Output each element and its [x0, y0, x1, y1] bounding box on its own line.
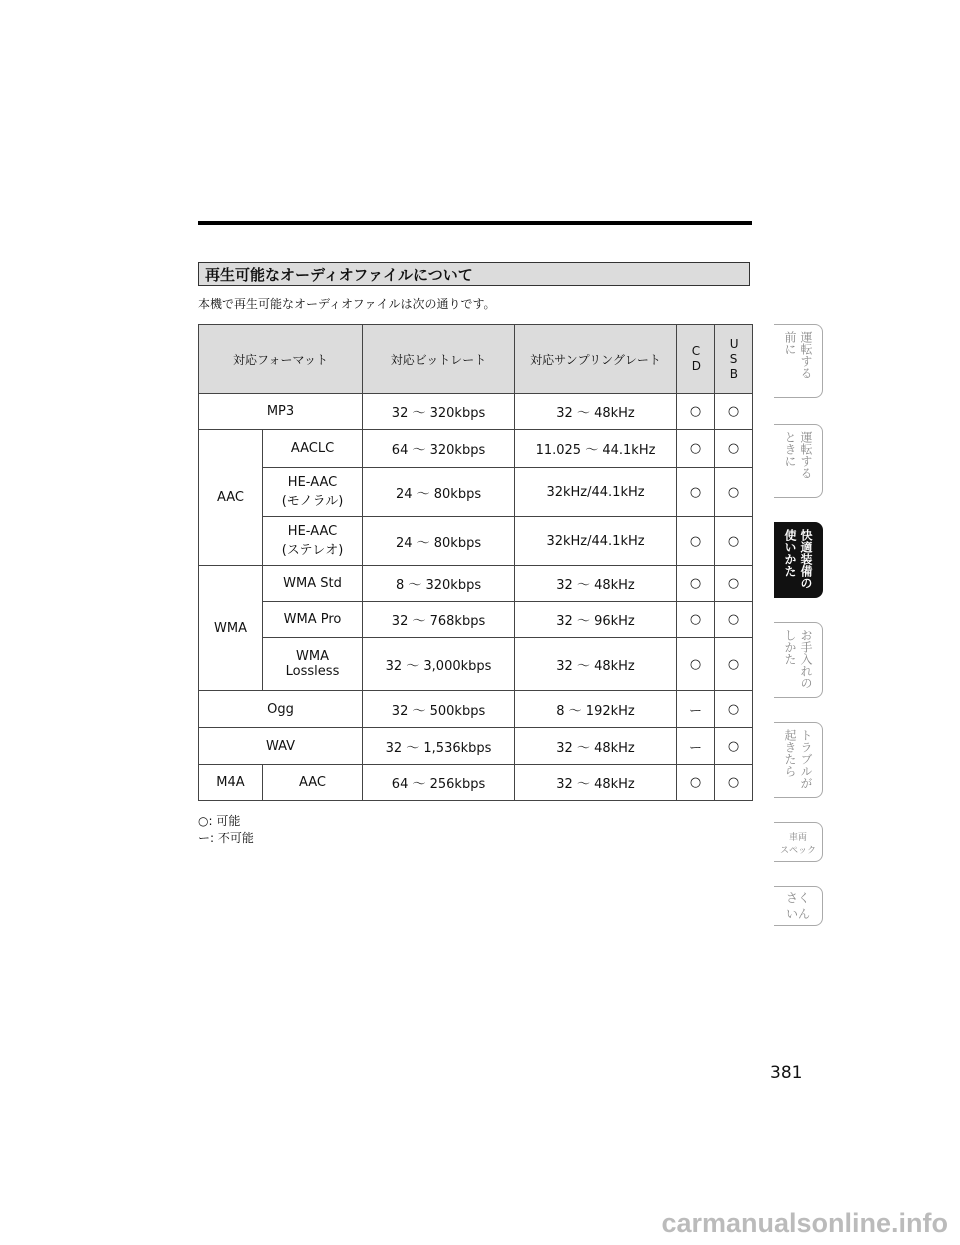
cell-format: Ogg	[199, 691, 363, 728]
header-usb-label: USB	[729, 336, 739, 381]
cell-bitrate: 8 ～ 320kbps	[363, 566, 515, 602]
side-tab-label: スペック	[779, 846, 816, 856]
section-title: 再生可能なオーディオファイルについて	[198, 262, 750, 286]
audio-format-table	[198, 324, 753, 801]
side-tab-label: お手入れの	[799, 629, 813, 689]
header-usb	[715, 325, 753, 394]
cell-subformat: WMA Lossless	[263, 638, 363, 691]
cell-bitrate: 24 ～ 80kbps	[363, 468, 515, 517]
side-tab-while-driving[interactable]	[774, 424, 823, 498]
legend-possible: ○: 可能	[198, 814, 241, 828]
table-header-row	[199, 325, 753, 394]
cell-bitrate: 32 ～ 1,536kbps	[363, 728, 515, 765]
side-tab-label: しかた	[783, 629, 797, 665]
cell-sampling: 32 ～ 48kHz	[515, 728, 677, 765]
cell-bitrate: 24 ～ 80kbps	[363, 517, 515, 566]
cell-subformat: WMA Pro	[263, 602, 363, 638]
cell-cd: ○	[677, 430, 715, 468]
cell-bitrate: 32 ～ 768kbps	[363, 602, 515, 638]
table-row	[199, 691, 753, 728]
side-tab-label: 起きたら	[783, 729, 797, 777]
table-row	[199, 602, 753, 638]
cell-cd: ー	[677, 691, 715, 728]
side-tab-label: トラブルが	[799, 729, 813, 789]
cell-sampling: 32kHz/44.1kHz	[515, 468, 677, 517]
page-number: 381	[770, 1063, 803, 1083]
table-row	[199, 765, 753, 801]
cell-group: M4A	[199, 765, 263, 801]
cell-cd: ○	[677, 468, 715, 517]
table-row	[199, 394, 753, 430]
header-cd-label: CD	[691, 344, 701, 373]
table-row	[199, 638, 753, 691]
side-tab-troubleshooting[interactable]	[774, 722, 823, 798]
side-tab-label: さく	[785, 891, 810, 905]
cell-cd: ○	[677, 638, 715, 691]
cell-subformat: HE-AAC (モノラル)	[263, 468, 363, 517]
cell-sampling: 32kHz/44.1kHz	[515, 517, 677, 566]
header-sampling: 対応サンプリングレート	[515, 325, 677, 394]
side-tab-label: 快適装備の	[799, 529, 813, 589]
cell-sampling: 32 ～ 96kHz	[515, 602, 677, 638]
cell-usb: ○	[715, 468, 753, 517]
cell-cd: ○	[677, 765, 715, 801]
cell-subformat: AAC	[263, 765, 363, 801]
side-tab-label: 運転する	[799, 431, 813, 479]
header-format: 対応フォーマット	[199, 325, 363, 394]
header-bitrate: 対応ビットレート	[363, 325, 515, 394]
header-cd	[677, 325, 715, 394]
side-tab-maintenance[interactable]	[774, 622, 823, 698]
side-tab-label: 前に	[783, 331, 797, 355]
side-tab-label: ときに	[783, 431, 797, 467]
cell-cd: ○	[677, 602, 715, 638]
cell-format: MP3	[199, 394, 363, 430]
side-tab-label: いん	[785, 907, 810, 921]
table-row	[199, 728, 753, 765]
cell-usb: ○	[715, 638, 753, 691]
cell-bitrate: 32 ～ 3,000kbps	[363, 638, 515, 691]
side-tab-vehicle-specs[interactable]	[774, 822, 823, 862]
cell-cd: ○	[677, 566, 715, 602]
table-row	[199, 468, 753, 517]
cell-sampling: 8 ～ 192kHz	[515, 691, 677, 728]
table-row	[199, 517, 753, 566]
cell-usb: ○	[715, 566, 753, 602]
cell-usb: ○	[715, 728, 753, 765]
cell-subformat: AACLC	[263, 430, 363, 468]
table-row	[199, 566, 753, 602]
side-tab-comfort-features[interactable]	[774, 522, 823, 598]
cell-bitrate: 64 ～ 256kbps	[363, 765, 515, 801]
cell-usb: ○	[715, 430, 753, 468]
top-rule	[198, 221, 752, 225]
cell-group: AAC	[199, 430, 263, 566]
cell-usb: ○	[715, 394, 753, 430]
legend-not-possible: ー: 不可能	[198, 831, 254, 845]
cell-subformat: HE-AAC (ステレオ)	[263, 517, 363, 566]
cell-sampling: 32 ～ 48kHz	[515, 765, 677, 801]
cell-cd: ー	[677, 728, 715, 765]
side-tab-label: 使いかた	[783, 529, 797, 577]
table-row	[199, 430, 753, 468]
side-tab-index[interactable]	[774, 886, 823, 926]
cell-sampling: 11.025 ～ 44.1kHz	[515, 430, 677, 468]
cell-usb: ○	[715, 765, 753, 801]
cell-bitrate: 32 ～ 500kbps	[363, 691, 515, 728]
cell-usb: ○	[715, 691, 753, 728]
cell-sampling: 32 ～ 48kHz	[515, 394, 677, 430]
cell-cd: ○	[677, 517, 715, 566]
legend	[198, 813, 254, 847]
cell-usb: ○	[715, 517, 753, 566]
side-tab-before-driving[interactable]	[774, 324, 823, 398]
cell-sampling: 32 ～ 48kHz	[515, 566, 677, 602]
cell-format: WAV	[199, 728, 363, 765]
watermark: carmanualsonline.info	[661, 1208, 948, 1238]
cell-subformat: WMA Std	[263, 566, 363, 602]
cell-bitrate: 64 ～ 320kbps	[363, 430, 515, 468]
cell-cd: ○	[677, 394, 715, 430]
cell-sampling: 32 ～ 48kHz	[515, 638, 677, 691]
cell-bitrate: 32 ～ 320kbps	[363, 394, 515, 430]
side-tab-label: 運転する	[799, 331, 813, 379]
side-tab-label: 車両	[788, 833, 807, 843]
cell-usb: ○	[715, 602, 753, 638]
cell-group: WMA	[199, 566, 263, 691]
intro-text: 本機で再生可能なオーディオファイルは次の通りです。	[198, 297, 496, 311]
